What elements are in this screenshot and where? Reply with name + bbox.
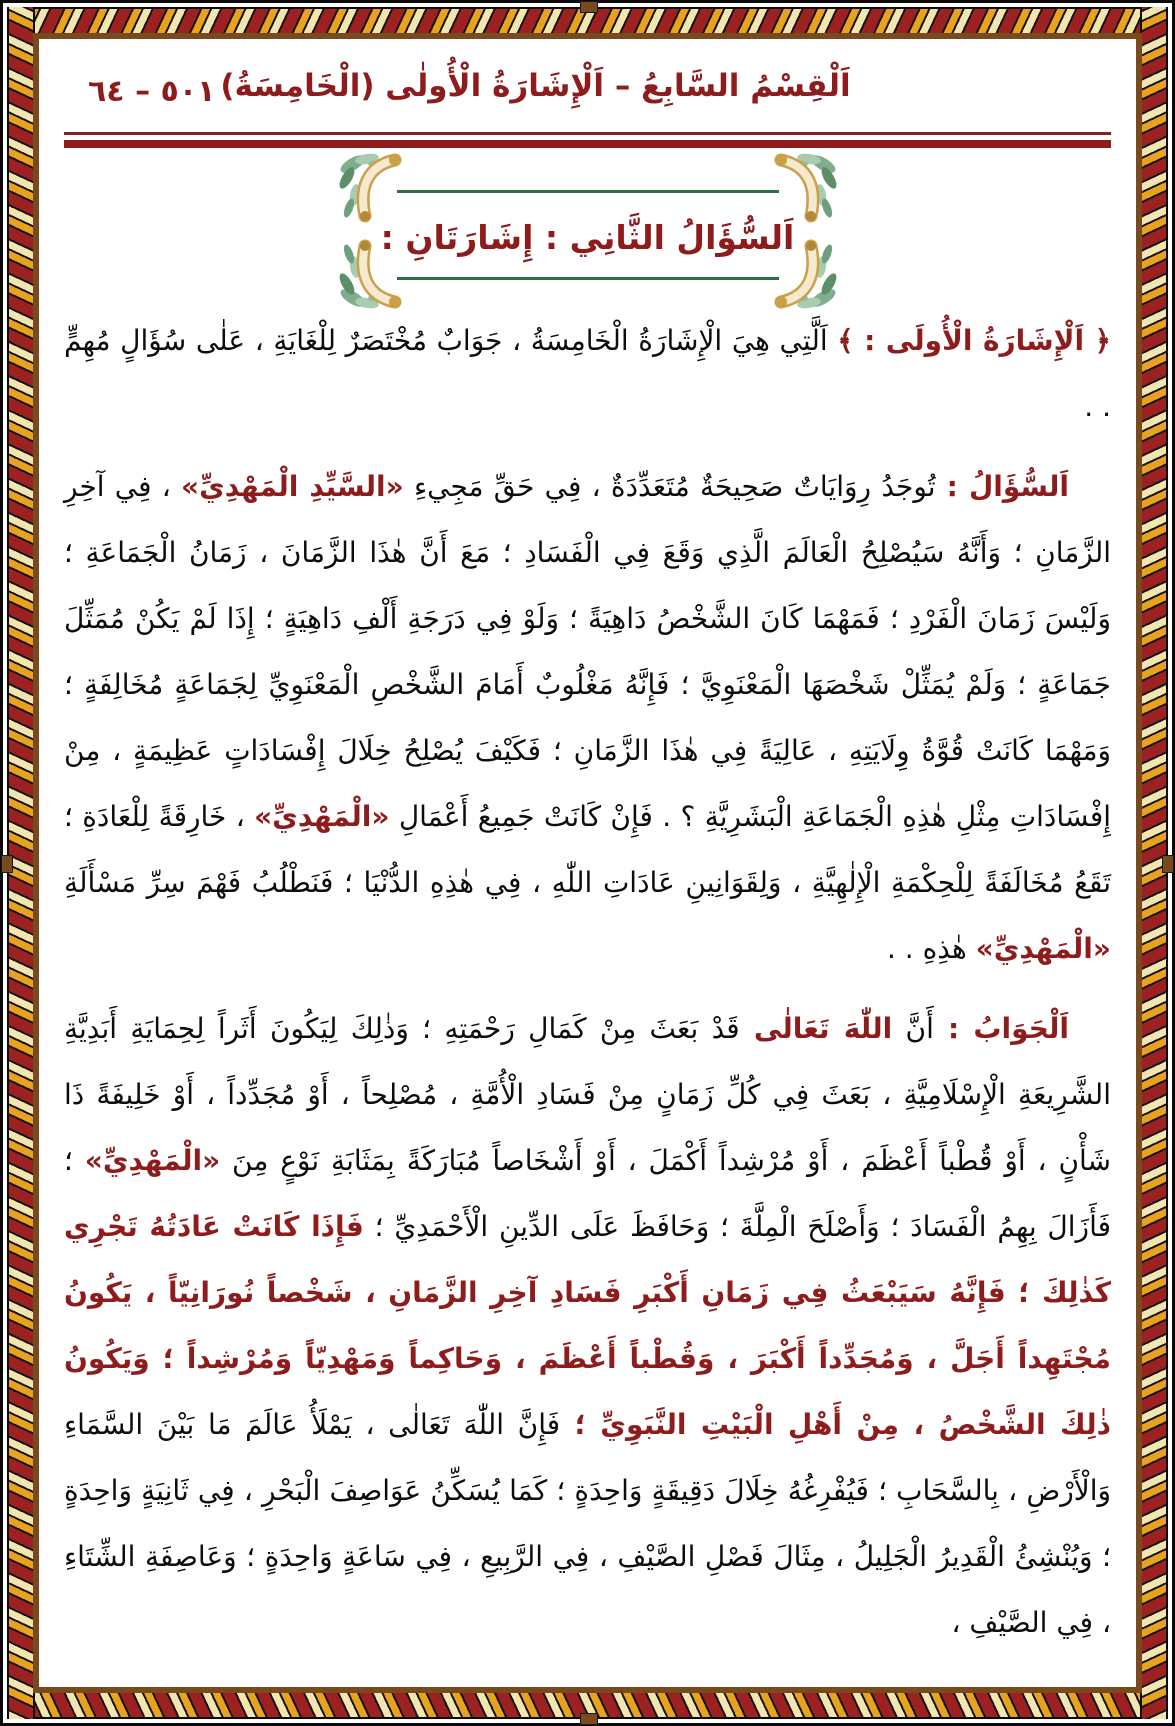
chain-border-bottom [7,1691,1168,1719]
divider-thin-line [64,132,1111,135]
header-divider-rule [64,132,1111,152]
text-run-red: «الْمَهْدِيِّ» [84,1144,221,1177]
text-run-black: قَدْ بَعَثَ مِنْ كَمَالِ رَحْمَتِهِ ؛ وَذٰلِكَ لِيَكُونَ أَثَراً لِحِمَايَةِ أَبَدِيَّةِ الشَّرِيعَةِ الْإِسْلَامِيَّةِ ، بَعَثَ فِي كُلِّ زَمَانٍ مِنْ فَسَادِ الْأُمَّةِ ، مُصْلِحاً ، أَوْ مُجَدِّداً ، أَوْ خَلِيفَةً ذَا شَأْنٍ ، أَوْ قُطْباً أَعْظَمَ ، أَوْ مُرْشِداً أَكْمَلَ ، أَوْ أَشْخَاصاً مُبَارَكَةً بِمَثَابَةِ نَوْعٍ مِنَ [64,1012,1111,1177]
chain-border-top [7,7,1168,35]
frame-nub-top [580,1,598,13]
text-run-red: «الْمَهْدِيِّ» [254,800,390,833]
text-run-black: هٰذِهِ . . [886,932,976,965]
paragraph [64,454,1111,982]
chain-border-left [7,7,35,1719]
paragraph [64,308,1111,440]
frame-nub-bottom [580,1713,598,1725]
frame-nub-left [1,855,13,873]
text-run-red: فَإِذَا كَانَتْ عَادَتُهُ تَجْرِي كَذٰلِكَ ؛ فَإِنَّهُ سَيَبْعَثُ فِي زَمَانِ أَكْبَرِ فَسَادِ آخِرِ الزَّمَانِ ، شَخْصاً نُورَانِيّاً ، يَكُونُ مُجْتَهِداً أَجَلَّ ، وَمُجَدِّداً أَكْبَرَ ، وَقُطْباً أَعْظَمَ ، وَحَاكِماً وَمَهْدِيّاً وَمُرْشِداً ؛ وَيَكُونُ ذٰلِكَ الشَّخْصُ ، مِنْ أَهْلِ الْبَيْتِ النَّبَوِيِّ ؛ [64,1210,1111,1441]
frame-nub-right [1162,855,1174,873]
page-content [64,58,1111,1686]
text-run-black: ؛ فَأَزَالَ بِهِمُ الْفَسَادَ ؛ وَأَصْلَحَ الْمِلَّةَ ؛ وَحَافَظَ عَلَى الدِّينِ الْأَحْمَدِيِّ ؛ [64,1144,1111,1243]
text-run-red: «السَّيِّدِ الْمَهْدِيِّ» [181,470,404,503]
text-run-black: تُوجَدُ رِوَايَاتٌ صَحِيحَةٌ مُتَعَدِّدَةٌ ، فِي حَقِّ مَجِيءِ [403,470,936,503]
text-run-red: اللّٰهَ تَعَالٰى [739,1012,893,1045]
text-run-red: ﴿ اَلْإِشَارَةُ الْأُولَى : ﴾ [837,324,1111,357]
banner-title: اَلسُّؤَالُ الثَّانِي : إِشَارَتَانِ : [380,217,795,257]
text-run-black: ، خَارِقَةً لِلْعَادَةِ ؛ تَقَعُ مُخَالَفَةً لِلْحِكْمَةِ الْإِلٰهِيَّةِ ، وَلِقَوَانِينِ عَادَاتِ اللّٰهِ ، فِي هٰذِهِ الدُّنْيَا ؛ فَنَطْلُبُ فَهْمَ سِرِّ مَسْأَلَةِ [64,800,1111,899]
page-title: اَلْقِسْمُ السَّابِعُ – اَلْإِشَارَةُ الْأُولٰى (الْخَامِسَةُ) [220,68,851,104]
divider-thick-line [64,140,1111,148]
page-numbers: ٥٠١ – ٦٤ [88,74,216,109]
body-text [64,308,1111,1656]
text-run-black: ، فِي آخِرِ الزَّمَانِ ؛ وَأَنَّهُ سَيُصْلِحُ الْعَالَمَ الَّذِي وَقَعَ فِي الْفَسَادِ ؛ مَعَ أَنَّ هٰذَا الزَّمَانَ ، زَمَانُ الْجَمَاعَةِ ؛ وَلَيْسَ زَمَانَ الْفَرْدِ ؛ فَمَهْمَا كَانَ الشَّخْصُ دَاهِيَةً ؛ وَلَوْ فِي دَرَجَةِ أَلْفِ دَاهِيَةٍ ؛ إِذَا لَمْ يَكُنْ مُمَثِّلَ جَمَاعَةٍ ؛ وَلَمْ يُمَثِّلْ شَخْصَهَا الْمَعْنَوِيَّ ؛ فَإِنَّهُ مَغْلُوبٌ أَمَامَ الشَّخْصِ الْمَعْنَوِيِّ لِجَمَاعَةٍ مُخَالِفَةٍ ؛ وَمَهْمَا كَانَتْ قُوَّةُ وِلَايَتِهِ ، عَالِيَةً فِي هٰذَا الزَّمَانِ ؛ فَكَيْفَ يُصْلِحُ خِلَالَ إِفْسَادَاتٍ عَظِيمَةٍ ، مِنْ إِفْسَادَاتِ مِثْلِ هٰذِهِ الْجَمَاعَةِ الْبَشَرِيَّةِ ؟ . فَإِنْ كَانَتْ جَمِيعُ أَعْمَالِ [64,470,1111,833]
text-run-black: أَنَّ [892,1012,934,1045]
text-run-black: اَلَّتِي هِيَ الْإِشَارَةُ الْخَامِسَةُ ، جَوَابٌ مُخْتَصَرٌ لِلْغَايَةِ ، عَلٰى سُؤَالٍ مُهِمٍّ . . [64,324,1111,423]
page-header [64,58,1111,130]
text-run-red: اَلسُّؤَالُ : [935,470,1070,503]
text-run-red: «الْمَهْدِيِّ» [975,932,1111,965]
text-run-red: اَلْجَوَابُ : [933,1012,1069,1045]
section-banner [353,172,823,290]
chain-border-right [1140,7,1168,1719]
text-run-black: فَإِنَّ اللّٰهَ تَعَالٰى ، يَمْلَأُ عَالَمَ مَا بَيْنَ السَّمَاءِ وَالْأَرْضِ ، بِالسَّحَابِ ؛ فَيُفْرِغُهُ خِلَالَ دَقِيقَةٍ وَاحِدَةٍ ؛ كَمَا يُسَكِّنُ عَوَاصِفَ الْبَحْرِ ، فِي ثَانِيَةٍ وَاحِدَةٍ ؛ وَيُنْشِئُ الْقَدِيرُ الْجَلِيلُ ، مِثَالَ فَصْلِ الصَّيْفِ ، فِي الرَّبِيعِ ، فِي سَاعَةٍ وَاحِدَةٍ ؛ وَعَاصِفَةِ الشِّتَاءِ ، فِي الصَّيْفِ ، [64,1408,1111,1639]
paragraph [64,996,1111,1656]
